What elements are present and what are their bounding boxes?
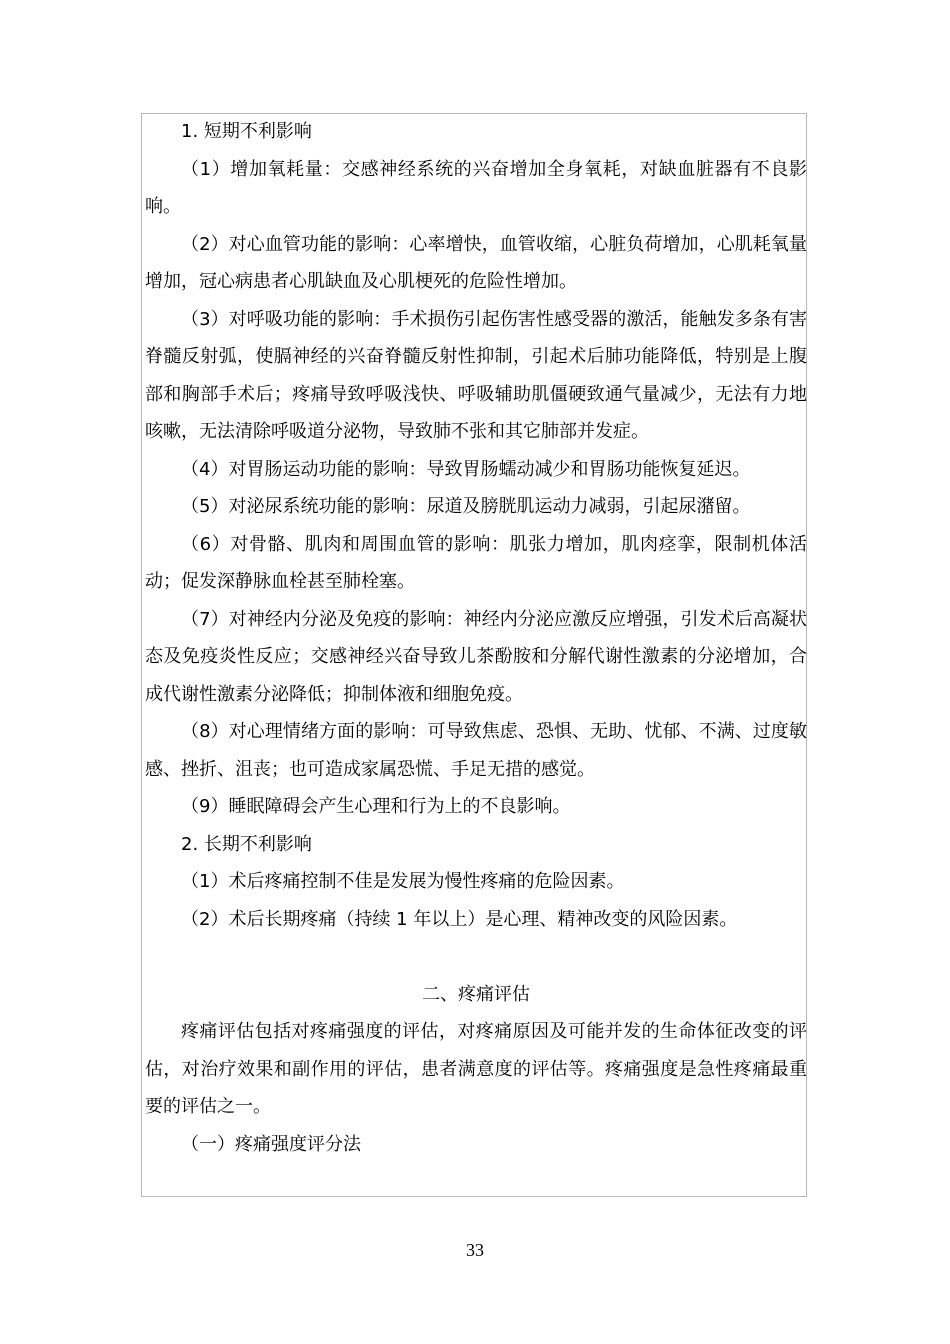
heading-short-term-effects: 1. 短期不利影响 bbox=[181, 121, 312, 142]
paragraph-sleep: （9）睡眠障碍会产生心理和行为上的不良影响。 bbox=[181, 796, 571, 817]
section-title: 二、疼痛评估 bbox=[422, 983, 530, 1005]
paragraph-urinary: （5）对泌尿系统功能的影响：尿道及膀胱肌运动力减弱，引起尿潴留。 bbox=[181, 496, 751, 517]
paragraph-psychological: （8）对心理情绪方面的影响：可导致焦虑、恐惧、无助、忧郁、不满、过度敏感、挫折、沮丧；也可造成家属恐慌、手足无措的感觉。 bbox=[145, 721, 807, 780]
paragraph-respiratory: （3）对呼吸功能的影响：手术损伤引起伤害性感受器的激活，能触发多条有害脊髓反射弧，使膈神经的兴奋脊髓反射性抑制，引起术后肺功能降低，特别是上腹部和胸部手术后；疼痛导致呼吸浅快、呼吸辅助肌僵硬致通气量减少，无法有力地咳嗽，无法清除呼吸道分泌物，导致肺不张和其它肺部并发症。 bbox=[145, 308, 807, 442]
heading-long-term-effects: 2. 长期不利影响 bbox=[181, 833, 312, 855]
paragraph-musculoskeletal: （6）对骨骼、肌肉和周围血管的影响：肌张力增加，肌肉痉挛，限制机体活动；促发深静脉血栓甚至肺栓塞。 bbox=[145, 533, 807, 592]
page-number: 33 bbox=[466, 1240, 484, 1260]
subheading-pain-intensity-scale: （一）疼痛强度评分法 bbox=[181, 1133, 361, 1155]
paragraph-gastrointestinal: （4）对胃肠运动功能的影响：导致胃肠蠕动减少和胃肠功能恢复延迟。 bbox=[181, 458, 751, 480]
paragraph-neuroendocrine: （7）对神经内分泌及免疫的影响：神经内分泌应激反应增强，引发术后高凝状态及免疫炎性反应；交感神经兴奋导致儿茶酚胺和分解代谢性激素的分泌增加，合成代谢性激素分泌降低；抑制体液和细胞免疫。 bbox=[145, 608, 807, 705]
document-body bbox=[145, 113, 807, 1163]
paragraph-pain-assessment: 疼痛评估包括对疼痛强度的评估，对疼痛原因及可能并发的生命体征改变的评估，对治疗效果和副作用的评估，患者满意度的评估等。疼痛强度是急性疼痛最重要的评估之一。 bbox=[145, 1021, 807, 1117]
blank-line bbox=[145, 938, 807, 976]
paragraph-cardiovascular: （2）对心血管功能的影响：心率增快，血管收缩，心脏负荷增加，心肌耗氧量增加，冠心病患者心肌缺血及心肌梗死的危险性增加。 bbox=[145, 233, 807, 292]
paragraph-oxygen-consumption: （1）增加氧耗量：交感神经系统的兴奋增加全身氧耗，对缺血脏器有不良影响。 bbox=[145, 158, 807, 217]
paragraph-long-term-pain-risk: （2）术后长期疼痛（持续 1 年以上）是心理、精神改变的风险因素。 bbox=[181, 908, 738, 930]
paragraph-chronic-pain-risk: （1）术后疼痛控制不佳是发展为慢性疼痛的危险因素。 bbox=[181, 871, 625, 892]
